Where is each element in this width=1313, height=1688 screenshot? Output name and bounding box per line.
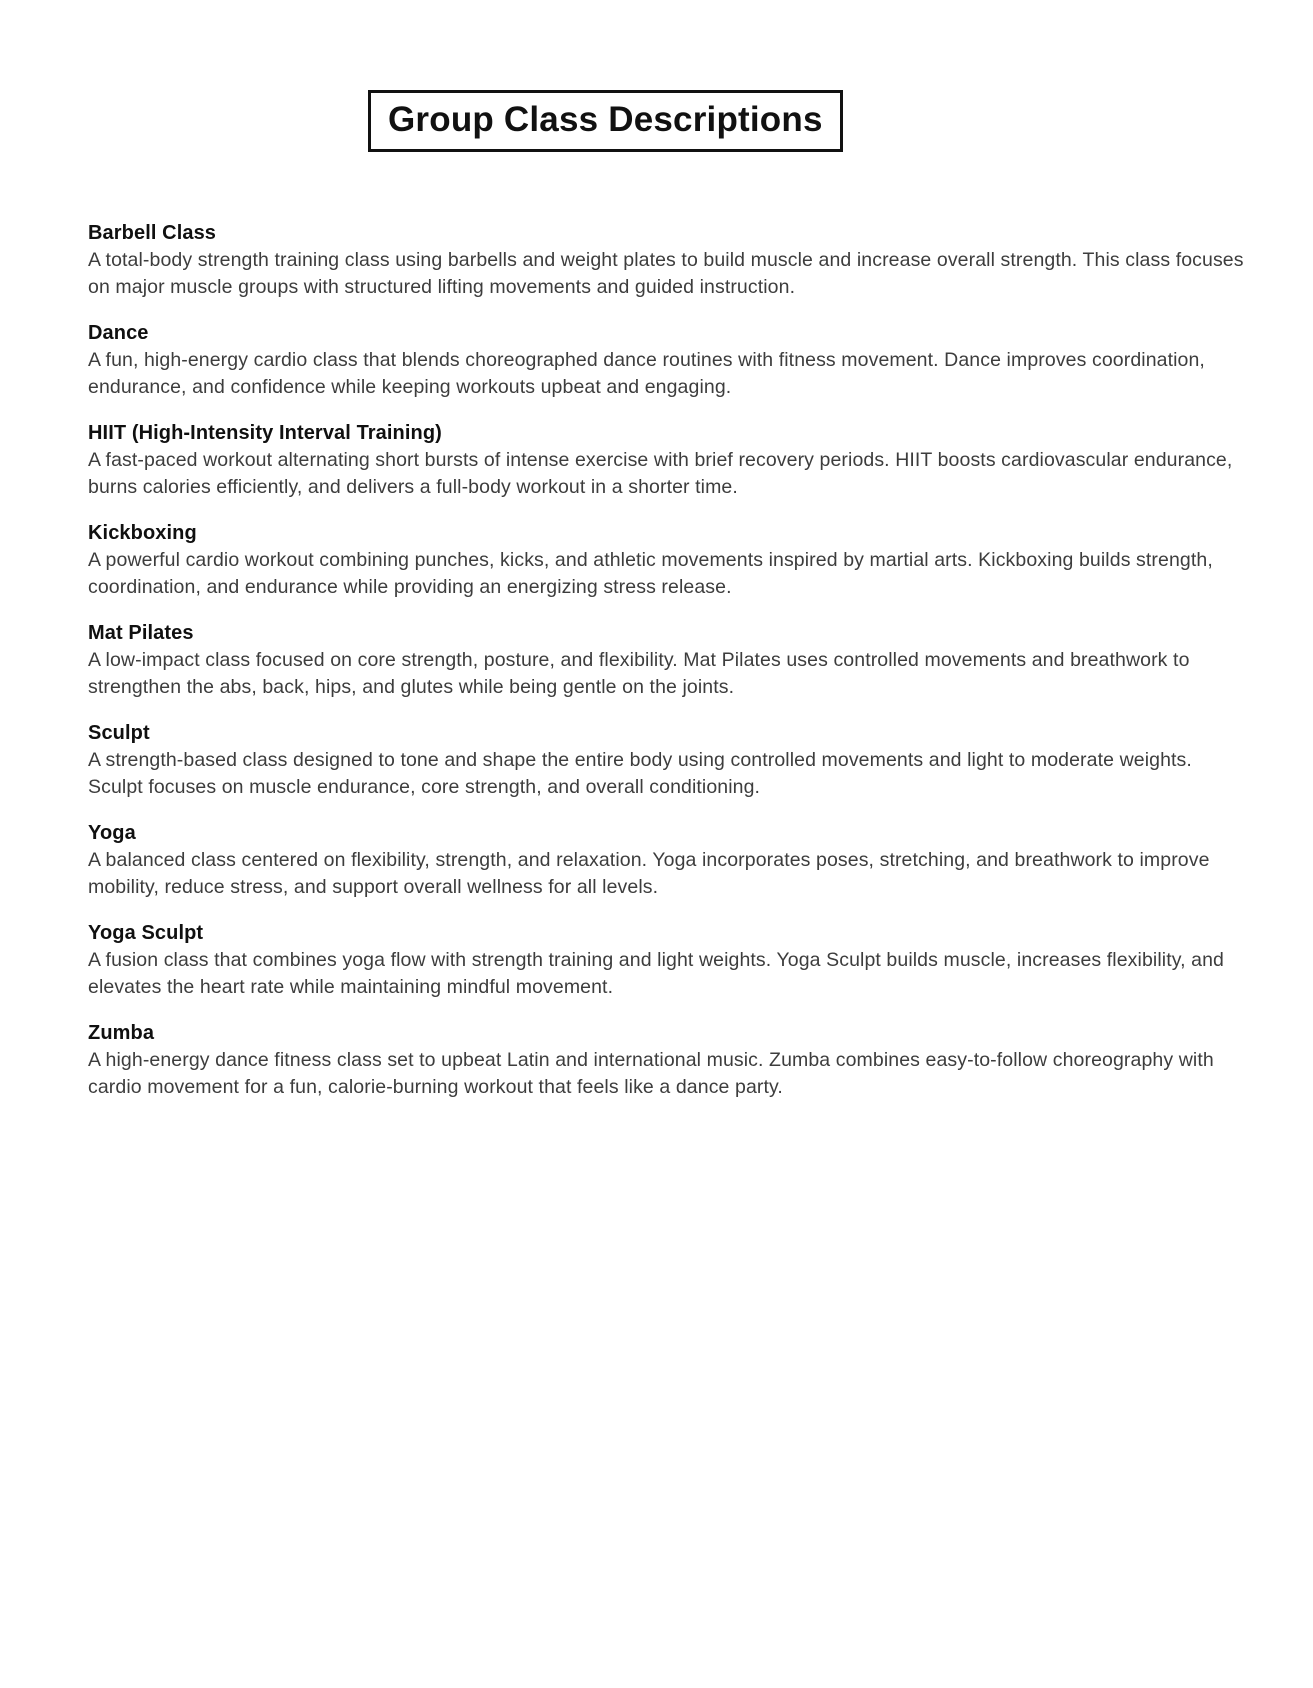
class-name: Dance [88,322,149,344]
class-name: Zumba [88,1022,155,1044]
class-section-kickboxing [88,520,1246,601]
class-description: A powerful cardio workout combining punches, kicks, and athletic movements inspired by martial arts. Kickboxing builds strength, coordination, and endurance while providing an energizing stress release. [88,549,1213,598]
class-section-hiit [88,420,1246,501]
class-description: A low-impact class focused on core strength, posture, and flexibility. Mat Pilates uses controlled movements and breathwork to strengthen the abs, back, hips, and glutes while being gentle on the joints. [88,649,1190,698]
class-name: Yoga [88,822,136,844]
class-section-barbell [88,220,1246,301]
class-section-dance [88,320,1246,401]
class-list [88,220,1246,1101]
class-description: A high-energy dance fitness class set to upbeat Latin and international music. Zumba combines easy-to-follow choreography with cardio movement for a fun, calorie-burning workout that feels like a dance party. [88,1049,1214,1098]
class-section-yoga [88,820,1246,901]
class-section-zumba [88,1020,1246,1101]
class-name: Mat Pilates [88,622,194,644]
title-container [0,0,1313,152]
class-description: A fusion class that combines yoga flow with strength training and light weights. Yoga Sculpt builds muscle, increases flexibility, and elevates the heart rate while maintaining mindful movement. [88,949,1224,998]
class-name: Yoga Sculpt [88,922,204,944]
class-name: Barbell Class [88,222,217,244]
class-name: HIIT (High-Intensity Interval Training) [88,422,442,444]
class-section-mat-pilates [88,620,1246,701]
class-description: A strength-based class designed to tone and shape the entire body using controlled movements and light to moderate weights. Sculpt focuses on muscle endurance, core strength, and overall conditioning. [88,749,1192,798]
class-description: A total-body strength training class using barbells and weight plates to build muscle and increase overall strength. This class focuses on major muscle groups with structured lifting movements and guided instruction. [88,249,1244,298]
class-section-sculpt [88,720,1246,801]
class-section-yoga-sculpt [88,920,1246,1001]
page-title: Group Class Descriptions [368,90,843,152]
class-name: Kickboxing [88,522,197,544]
class-name: Sculpt [88,722,150,744]
class-description: A fun, high-energy cardio class that blends choreographed dance routines with fitness movement. Dance improves coordination, endurance, and confidence while keeping workouts upbeat and engaging. [88,349,1205,398]
class-description: A fast-paced workout alternating short bursts of intense exercise with brief recovery periods. HIIT boosts cardiovascular endurance, burns calories efficiently, and delivers a full-body workout in a shorter time. [88,449,1233,498]
class-description: A balanced class centered on flexibility, strength, and relaxation. Yoga incorporates poses, stretching, and breathwork to improve mobility, reduce stress, and support overall wellness for all levels. [88,849,1210,898]
